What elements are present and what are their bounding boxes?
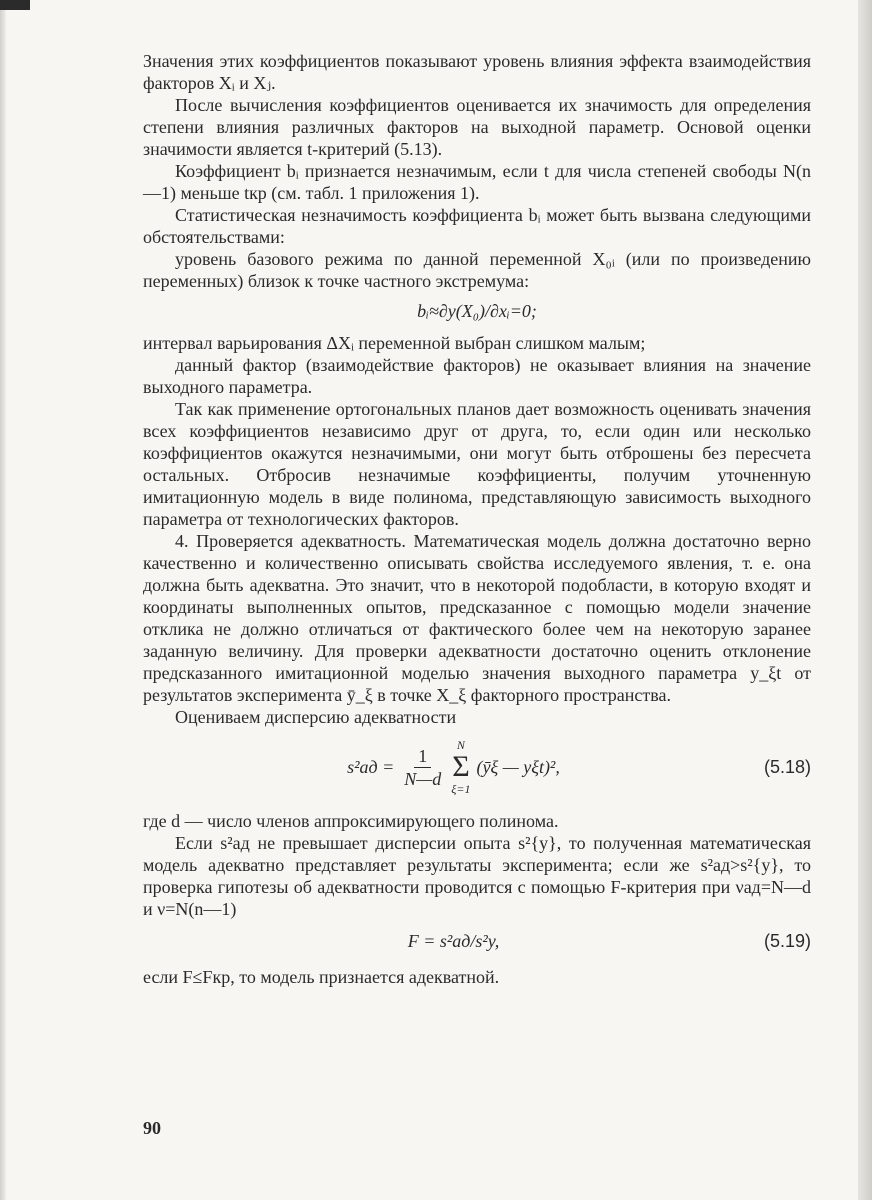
paragraph-13: если F≤Fкр, то модель признается адекватной. — [143, 967, 500, 987]
summation-symbol — [451, 738, 470, 796]
paragraph-2: После вычисления коэффициентов оценивается их значимость для определения степени влияния различных факторов на выходной параметр. Основой оценки значимости является t-критерий (5.13). — [143, 95, 811, 159]
formula-5-18-fraction — [400, 745, 445, 790]
page-body — [143, 50, 811, 988]
paragraph-11: где d — число членов аппроксимирующего полинома. — [143, 811, 559, 831]
formula-5-18 — [143, 738, 811, 796]
paragraph-1: Значения этих коэффициентов показывают уровень влияния эффекта взаимодействия факторов Xᵢ и Xⱼ. — [143, 51, 811, 93]
formula-5-18-number: (5.18) — [763, 757, 811, 777]
formula-5-18-numerator: 1 — [414, 745, 431, 768]
formula-5-19-expression: F = s²ад/s²y, — [407, 931, 500, 951]
formula-partial-derivative: bᵢ≈∂y(X₀)/∂xᵢ=0; — [417, 301, 537, 321]
formula-5-18-denominator: N—d — [404, 768, 442, 789]
sigma-icon: Σ — [452, 750, 470, 783]
page-number: 90 — [143, 1118, 161, 1138]
page-left-edge — [0, 0, 6, 1200]
page-right-edge — [858, 0, 872, 1200]
paragraph-8: Так как применение ортогональных планов дает возможность оценивать значения всех коэффициентов независимо друг от друга, то, если один или несколько коэффициентов окажутся незначимыми, они могут быть отброшены без пересчета остальных. Отбросив незначимые коэффициенты, получим уточненную имитационную модель в виде полинома, представляющую зависимость выходного параметра от технологических факторов. — [143, 399, 811, 529]
paragraph-7: данный фактор (взаимодействие факторов) не оказывает влияния на значение выходного параметра. — [143, 355, 811, 397]
paragraph-4: Статистическая незначимость коэффициента bᵢ может быть вызвана следующими обстоятельствами: — [143, 205, 811, 247]
paragraph-3: Коэффициент bᵢ признается незначимым, если t для числа степеней свободы N(n—1) меньше tкр (см. табл. 1 приложения 1). — [143, 161, 811, 203]
formula-5-18-expression — [143, 738, 764, 796]
paragraph-10: Оцениваем дисперсию адекватности — [175, 707, 457, 727]
formula-5-18-body: (ȳξ — yξt)², — [476, 757, 560, 777]
scan-corner-mark — [0, 0, 30, 10]
formula-5-19 — [143, 930, 811, 952]
paragraph-5: уровень базового режима по данной переменной X₀ᵢ (или по произведению переменных) близок к точке частного экстремума: — [143, 249, 811, 291]
paragraph-9: 4. Проверяется адекватность. Математическая модель должна достаточно верно качественно и количественно описывать свойства исследуемого явления, т. е. она должна быть адекватна. Это значит, что в некоторой подобласти, в которую входят и координаты выполненных опытов, предсказанное с помощью модели значение отклика не должно отличаться от фактического более чем на некоторую заранее заданную величину. Для проверки адекватности достаточно оценить отклонение предсказанного имитационной моделью значения выходного параметра y_ξt от результатов эксперимента ȳ_ξ в точке X_ξ факторного пространства. — [143, 531, 811, 705]
formula-5-19-number: (5.19) — [763, 931, 811, 951]
paragraph-6: интервал варьирования ΔXᵢ переменной выбран слишком малым; — [143, 333, 646, 353]
sum-lower-limit: ξ=1 — [451, 782, 471, 796]
paragraph-12: Если s²ад не превышает дисперсии опыта s²{y}, то полученная математическая модель адекватно представляет результаты эксперимента; если же s²ад>s²{y}, то проверка гипотезы об адекватности проводится с помощью F-критерия при νад=N—d и ν=N(n—1) — [143, 833, 811, 919]
sum-upper-limit: N — [456, 738, 465, 752]
formula-5-18-lhs: s²ад = — [347, 757, 395, 777]
